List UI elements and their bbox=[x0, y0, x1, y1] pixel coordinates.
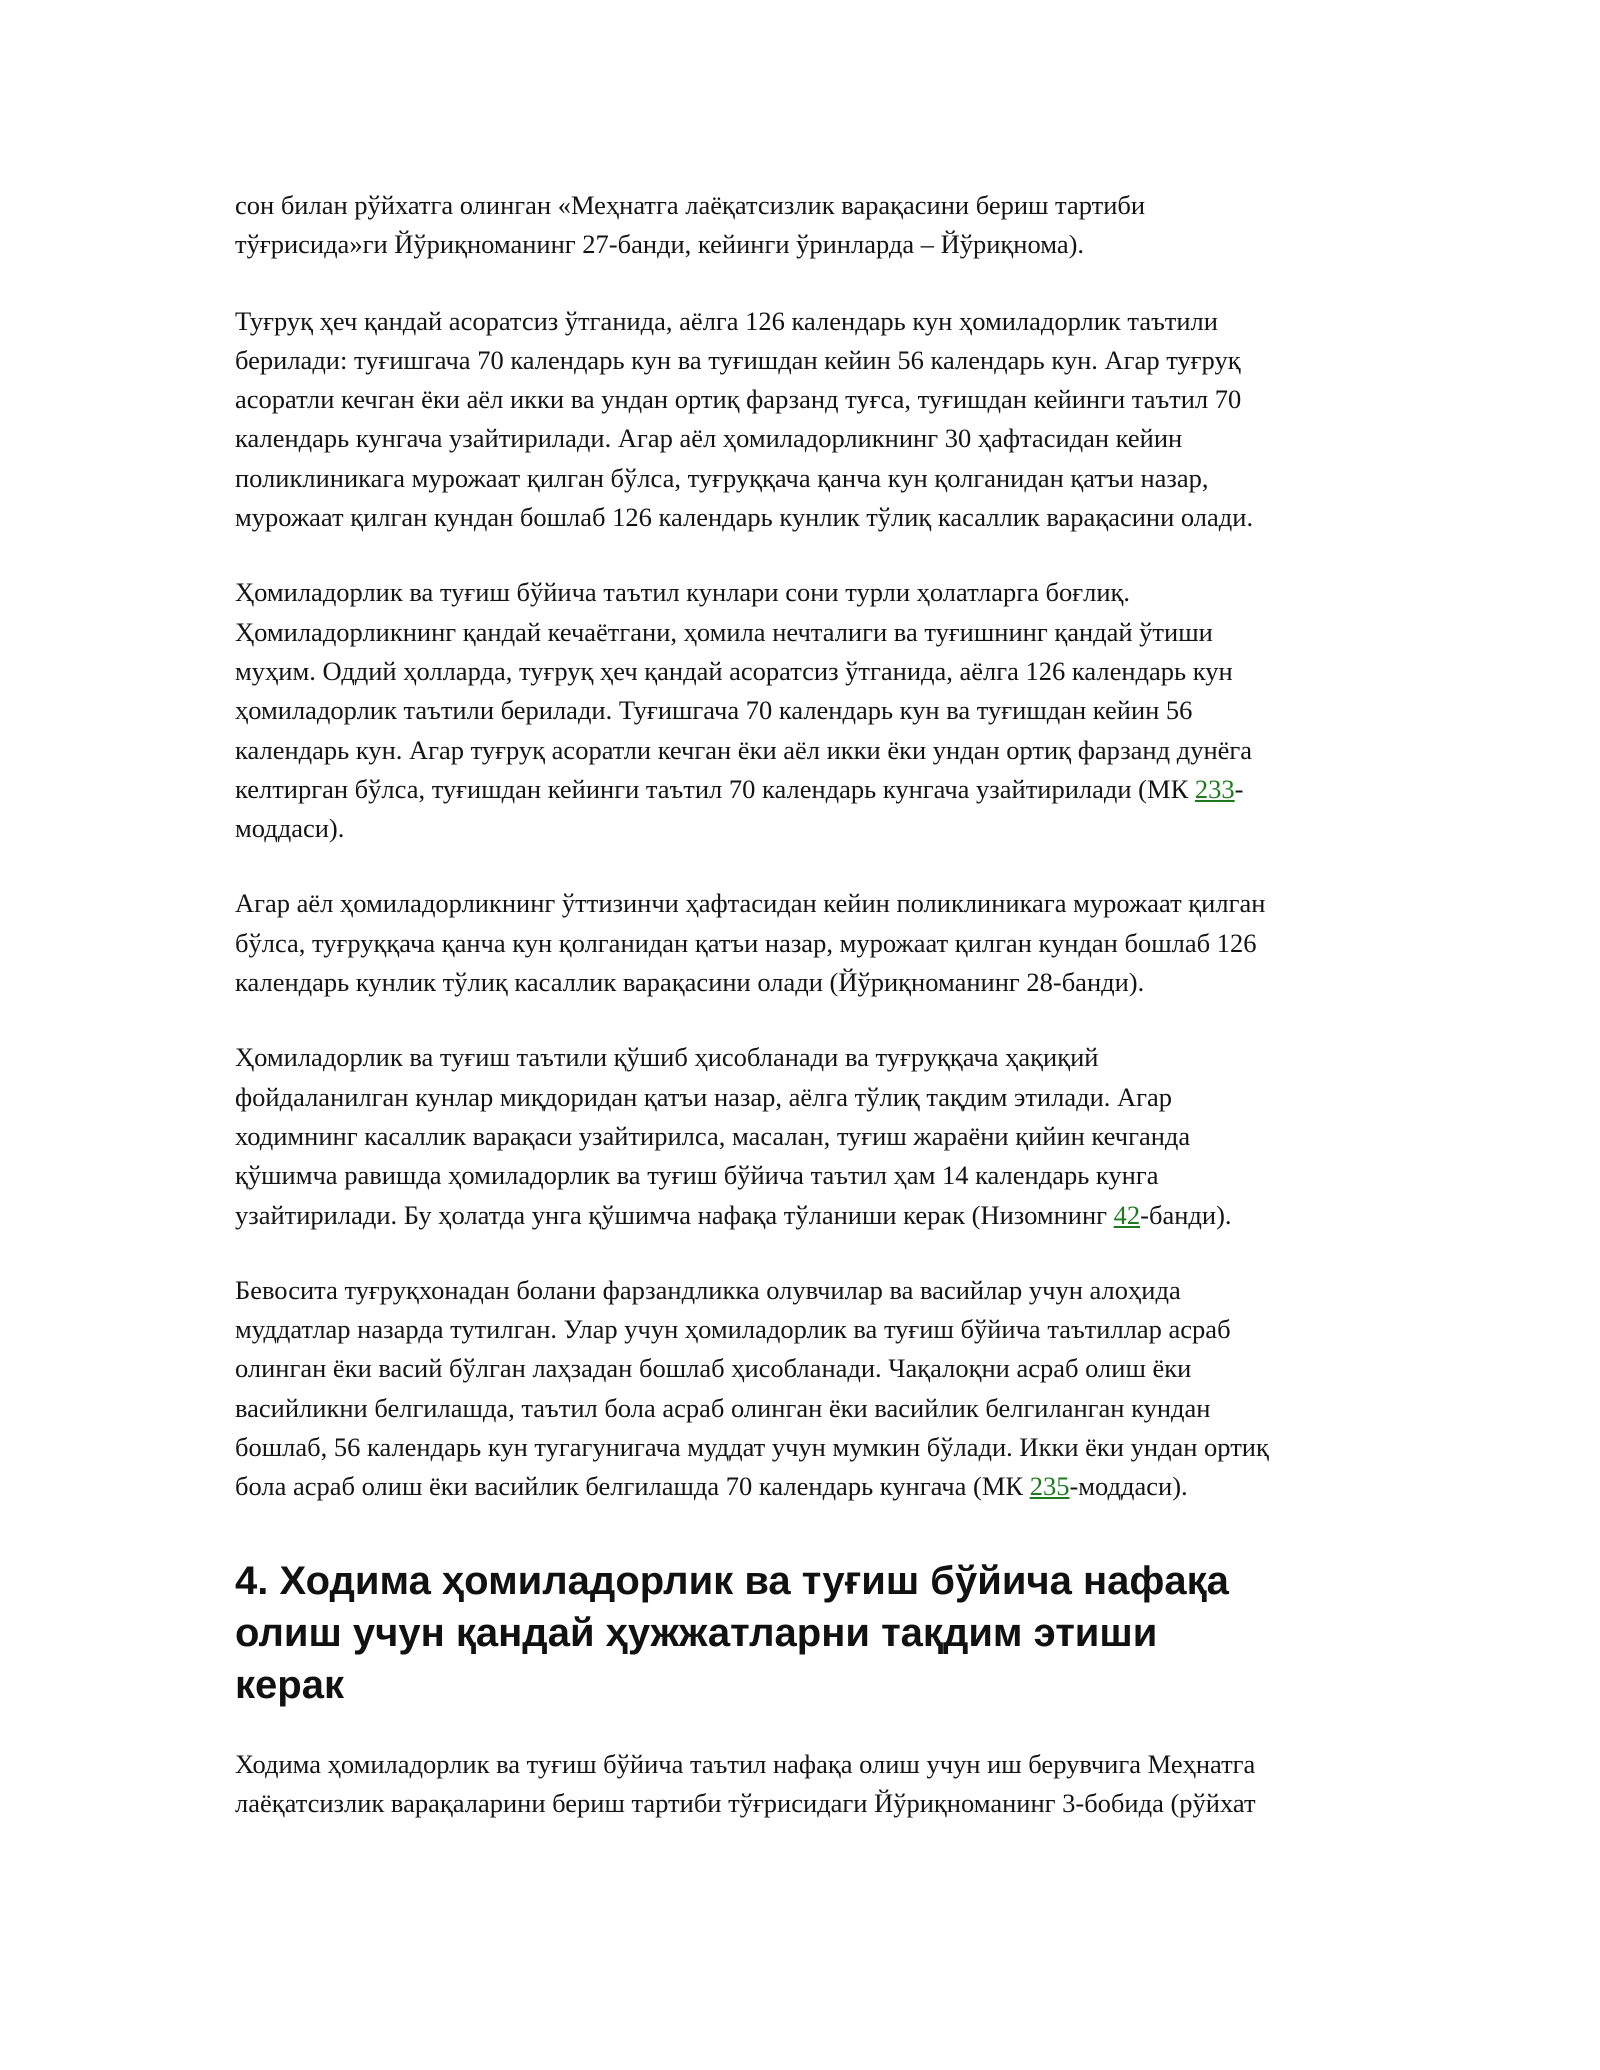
text-line: календарь кунлик тўлиқ касаллик варақасини олади (Йўриқноманинг 28-банди). bbox=[235, 967, 1145, 998]
text-segment: -моддаси). bbox=[1069, 1471, 1188, 1502]
text-line-with-link bbox=[235, 770, 1385, 809]
heading-line: олиш учун қандай ҳужжатларни тақдим этиши bbox=[235, 1610, 1158, 1655]
text-line: Ҳомиладорлик ва туғиш бўйича таътил кунлари сони турли ҳолатларга боғлиқ. bbox=[235, 577, 1131, 608]
document-page bbox=[235, 186, 1385, 1859]
text-line: берилади: туғишгача 70 календарь кун ва туғишдан кейин 56 календарь кун. Агар туғруқ bbox=[235, 344, 1241, 375]
text-line: Ҳомиладорликнинг қандай кечаётгани, ҳомила нечталиги ва туғишнинг қандай ўтиши bbox=[235, 616, 1213, 647]
section-heading bbox=[235, 1555, 1385, 1711]
regulation-42-link[interactable]: 42 bbox=[1113, 1199, 1141, 1230]
text-line: ходимнинг касаллик варақаси узайтирилса, масалан, туғиш жараёни қийин кечганда bbox=[235, 1120, 1191, 1151]
article-233-link[interactable]: 233 bbox=[1194, 773, 1235, 804]
text-line: календарь кун. Агар туғруқ асоратли кечган ёки аёл икки ёки ундан ортиқ фарзанд дунёга bbox=[235, 734, 1253, 765]
text-segment: - bbox=[1234, 773, 1244, 804]
paragraph-thirty-weeks bbox=[235, 884, 1385, 1002]
paragraph-adoption bbox=[235, 1271, 1385, 1507]
text-line-with-link bbox=[235, 1467, 1385, 1506]
text-line: моддаси). bbox=[235, 813, 345, 844]
text-line: мурожаат қилган кундан бошлаб 126 календарь кунлик тўлиқ касаллик варақасини олади. bbox=[235, 502, 1254, 533]
text-line: лаёқатсизлик варақаларини бериш тартиби тўғрисидаги Йўриқноманинг 3-бобида (рўйхат bbox=[235, 1787, 1256, 1818]
text-line: бошлаб, 56 календарь кун тугагунигача муддат учун мумкин бўлади. Икки ёки ундан ортиқ bbox=[235, 1432, 1269, 1463]
text-line: Ходима ҳомиладорлик ва туғиш бўйича таътил нафақа олиш учун иш берувчига Меҳнатга bbox=[235, 1748, 1256, 1779]
article-235-link[interactable]: 235 bbox=[1029, 1471, 1070, 1502]
heading-line: керак bbox=[235, 1662, 344, 1707]
paragraph-leave-days bbox=[235, 573, 1385, 848]
text-line: Агар аёл ҳомиладорликнинг ўттизинчи ҳафтасидан кейин поликлиникага мурожаат қилган bbox=[235, 888, 1266, 919]
text-line: асоратли кечган ёки аёл икки ва ундан ортиқ фарзанд туғса, туғишдан кейинги таътил 70 bbox=[235, 384, 1242, 415]
text-line: фойдаланилган кунлар миқдоридан қатъи назар, аёлга тўлиқ тақдим этилади. Агар bbox=[235, 1081, 1173, 1112]
text-line-with-link bbox=[235, 1196, 1385, 1235]
text-line: Ҳомиладорлик ва туғиш таътили қўшиб ҳисобланади ва туғруққача ҳақиқий bbox=[235, 1042, 1099, 1073]
text-line: Туғруқ ҳеч қандай асоратсиз ўтганида, аёлга 126 календарь кун ҳомиладорлик таътили bbox=[235, 305, 1218, 336]
text-line: васийликни белгилашда, таътил бола асраб олинган ёки васийлик белгиланган кундан bbox=[235, 1392, 1211, 1423]
text-line: ҳомиладорлик таътили берилади. Туғишгача 70 календарь кун ва туғишдан кейин 56 bbox=[235, 695, 1193, 726]
text-segment: -банди). bbox=[1140, 1199, 1232, 1230]
text-segment: келтирган бўлса, туғишдан кейинги таътил 70 календарь кунгача узайтирилади (МК bbox=[235, 773, 1195, 804]
paragraph-birth-leave bbox=[235, 302, 1385, 538]
paragraph-combined-leave bbox=[235, 1038, 1385, 1234]
paragraph-documents bbox=[235, 1745, 1385, 1824]
text-line: муддатлар назарда тутилган. Улар учун ҳомиладорлик ва туғиш бўйича таътиллар асраб bbox=[235, 1314, 1231, 1345]
text-line: олинган ёки васий бўлган лаҳзадан бошлаб ҳисобланади. Чақалоқни асраб олиш ёки bbox=[235, 1353, 1192, 1384]
text-line: календарь кунгача узайтирилади. Агар аёл ҳомиладорликнинг 30 ҳафтасидан кейин bbox=[235, 423, 1183, 454]
heading-line: 4. Ходима ҳомиладорлик ва туғиш бўйича нафақа bbox=[235, 1558, 1229, 1603]
text-line: поликлиникага мурожаат қилган бўлса, туғруққача қанча кун қолганидан қатъи назар, bbox=[235, 462, 1209, 493]
text-line: қўшимча равишда ҳомиладорлик ва туғиш бўйича таътил ҳам 14 календарь кунга bbox=[235, 1160, 1159, 1191]
text-segment: узайтирилади. Бу ҳолатда унга қўшимча нафақа тўланиши керак (Низомнинг bbox=[235, 1199, 1114, 1230]
text-line: тўғрисида»ги Йўриқноманинг 27-банди, кейинги ўринларда – Йўриқнома). bbox=[235, 229, 1085, 260]
text-line: Бевосита туғруқхонадан болани фарзандликка олувчилар ва васийлар учун алоҳида bbox=[235, 1274, 1181, 1305]
text-line: сон билан рўйхатга олинган «Меҳнатга лаёқатсизлик варақасини бериш тартиби bbox=[235, 190, 1146, 220]
text-line: бўлса, туғруққача қанча кун қолганидан қатъи назар, мурожаат қилган кундан бошлаб 126 bbox=[235, 927, 1257, 958]
paragraph-intro bbox=[235, 186, 1385, 265]
text-segment: бола асраб олиш ёки васийлик белгилашда 70 календарь кунгача (МК bbox=[235, 1471, 1030, 1502]
text-line: муҳим. Оддий ҳолларда, туғруқ ҳеч қандай асоратсиз ўтганида, аёлга 126 календарь кун bbox=[235, 655, 1233, 686]
